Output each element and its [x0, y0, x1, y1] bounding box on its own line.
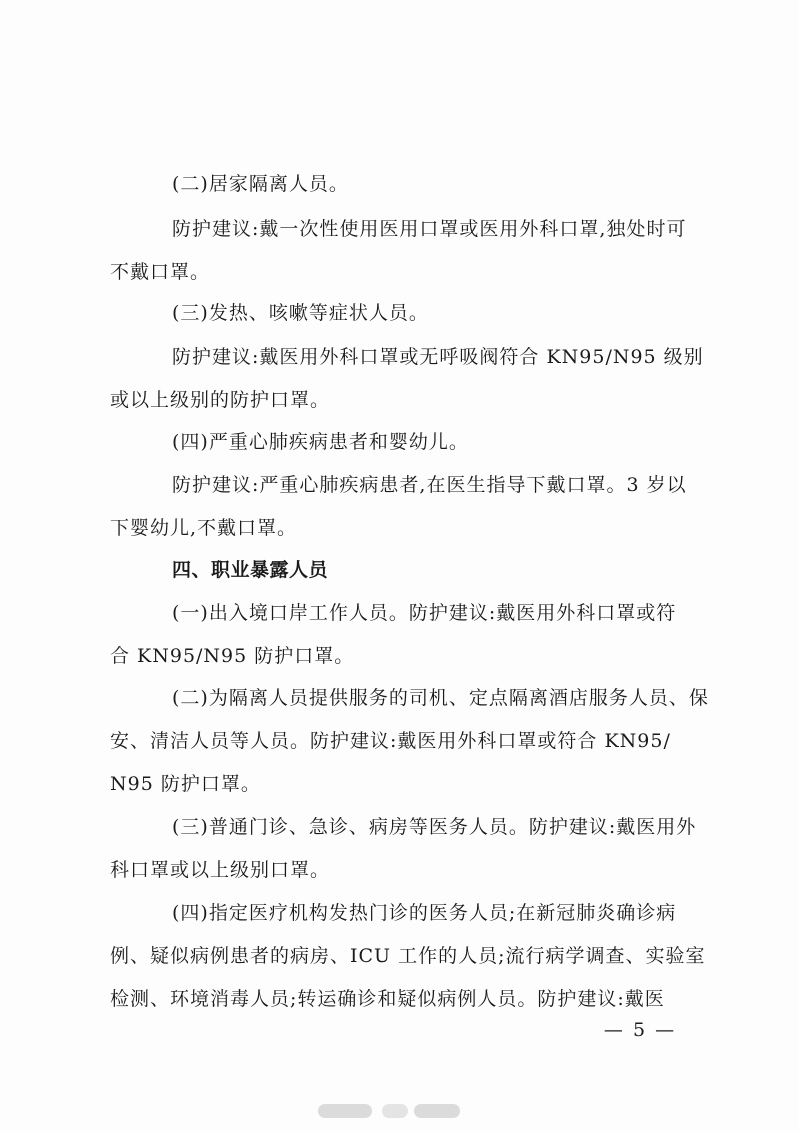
advice-symptomatic-line-2: 或以上级别的防护口罩。 — [110, 389, 331, 411]
subsection-home-isolation: (二)居家隔离人员。 — [172, 173, 349, 195]
advice-home-isolation-line-2: 不戴口罩。 — [110, 261, 211, 283]
advice-home-isolation-line-1: 防护建议:戴一次性使用医用口罩或医用外科口罩,独处时可 — [172, 218, 687, 240]
item-isolation-service-line-1: (二)为隔离人员提供服务的司机、定点隔离酒店服务人员、保 — [172, 687, 709, 709]
advice-cardiopulmonary-line-1: 防护建议:严重心肺疾病患者,在医生指导下戴口罩。3 岁以 — [172, 474, 687, 496]
item-fever-clinic-line-2: 例、疑似病例患者的病房、ICU 工作的人员;流行病学调查、实验室 — [110, 945, 706, 967]
advice-symptomatic-line-1: 防护建议:戴医用外科口罩或无呼吸阀符合 KN95/N95 级别 — [172, 346, 704, 368]
page-number: — 5 — — [603, 1019, 677, 1041]
scan-artifact — [318, 1104, 372, 1118]
section-heading-occupational: 四、职业暴露人员 — [172, 559, 329, 581]
item-general-medical-line-2: 科口罩或以上级别口罩。 — [110, 859, 331, 881]
item-port-staff-line-2: 合 KN95/N95 防护口罩。 — [110, 645, 355, 667]
item-fever-clinic-line-1: (四)指定医疗机构发热门诊的医务人员;在新冠肺炎确诊病 — [172, 902, 677, 924]
item-general-medical-line-1: (三)普通门诊、急诊、病房等医务人员。防护建议:戴医用外 — [172, 816, 697, 838]
item-port-staff-line-1: (一)出入境口岸工作人员。防护建议:戴医用外科口罩或符 — [172, 602, 677, 624]
item-isolation-service-line-2: 安、清洁人员等人员。防护建议:戴医用外科口罩或符合 KN95/ — [110, 730, 671, 752]
item-isolation-service-line-3: N95 防护口罩。 — [110, 773, 261, 795]
subsection-cardiopulmonary-infants: (四)严重心肺疾病患者和婴幼儿。 — [172, 431, 469, 453]
scan-artifact — [382, 1104, 408, 1118]
advice-cardiopulmonary-line-2: 下婴幼儿,不戴口罩。 — [110, 517, 298, 539]
scan-artifact — [414, 1104, 460, 1118]
subsection-symptomatic: (三)发热、咳嗽等症状人员。 — [172, 302, 429, 324]
item-fever-clinic-line-3: 检测、环境消毒人员;转运确诊和疑似病例人员。防护建议:戴医 — [110, 988, 665, 1010]
